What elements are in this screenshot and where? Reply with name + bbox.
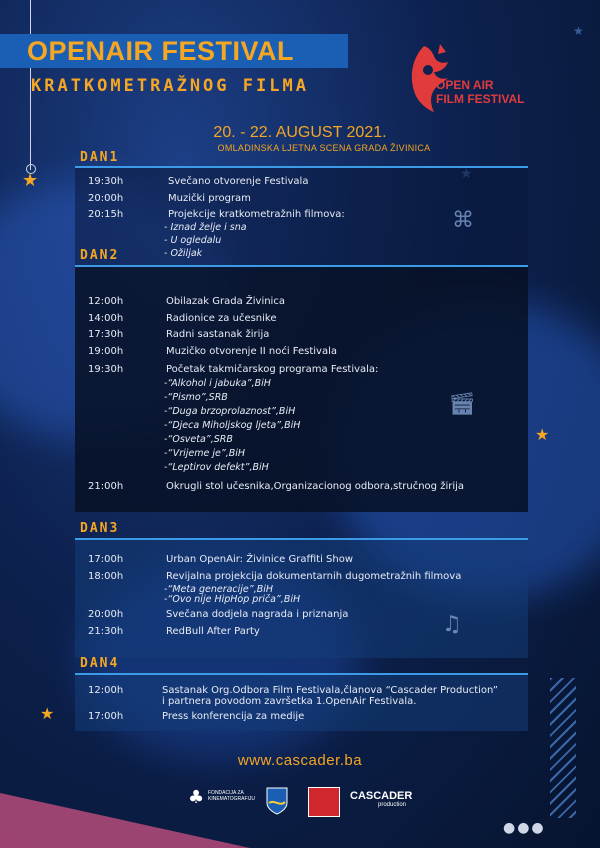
logo-text: OPEN AIR FILM FESTIVAL: [436, 78, 525, 106]
decorative-wedge: [0, 793, 250, 848]
sponsor-logo-red: [308, 787, 338, 815]
clapperboard-icon: 🎬︎: [448, 392, 476, 417]
film-item: - Ožiljak: [164, 248, 203, 259]
star-icon: ★: [22, 170, 39, 191]
film-item: - Iznad želje i sna: [164, 222, 247, 233]
coat-of-arms-icon: [266, 787, 288, 815]
day-label: DAN2: [80, 248, 120, 263]
day2-panel: [75, 265, 528, 512]
page-title: OPENAIR FESTIVAL: [27, 36, 295, 66]
star-icon: ★: [40, 704, 55, 723]
film-item: -“Djeca Miholjskog ljeta”,BiH: [164, 420, 301, 431]
day-label: DAN3: [80, 521, 120, 536]
festival-date: 20. - 22. AUGUST 2021.: [213, 124, 387, 141]
tree-icon: ♣: [188, 787, 205, 808]
film-item: -“Leptirov defekt”,BiH: [164, 462, 269, 473]
day-label: DAN4: [80, 656, 120, 671]
music-notes-icon: ♫: [442, 612, 462, 637]
camera-icon: ⌘: [452, 208, 474, 233]
film-item: -“Ovo nije HipHop priča”,BiH: [164, 594, 301, 605]
film-item: -“Osveta”,SRB: [164, 434, 233, 445]
film-item: -“Pismo”,SRB: [164, 392, 228, 403]
star-icon: ★: [535, 425, 550, 444]
film-item: -“Alkohol i jabuka”,BiH: [164, 378, 271, 389]
red-square-icon: [308, 787, 340, 817]
festival-venue: OMLADINSKA LJETNA SCENA GRADA ŽIVINICA: [217, 143, 431, 153]
film-item: -“Duga brzoprolaznost”,BiH: [164, 406, 296, 417]
day-label: DAN1: [80, 150, 120, 165]
decorative-stripes: [550, 678, 576, 818]
sponsor-logo-cascader: CASCADER production: [350, 790, 413, 808]
more-dots-icon[interactable]: ●●●: [503, 820, 546, 836]
film-item: - U ogledalu: [164, 235, 222, 246]
film-item: -“Meta generacije”,BiH: [164, 584, 274, 595]
title-banner: [0, 34, 348, 68]
page-subtitle: KRATKOMETRAŽNOG FILMA: [31, 76, 309, 96]
sponsor-logo-zivinice: [266, 787, 288, 815]
star-icon: ★: [573, 24, 584, 38]
sponsor-logo-fondacija: ♣ FONDACIJA ZA KINEMATOGRAFIJU: [188, 787, 256, 808]
website-link[interactable]: www.cascader.ba: [237, 752, 363, 769]
film-item: -“Vrijeme je”,BiH: [164, 448, 246, 459]
